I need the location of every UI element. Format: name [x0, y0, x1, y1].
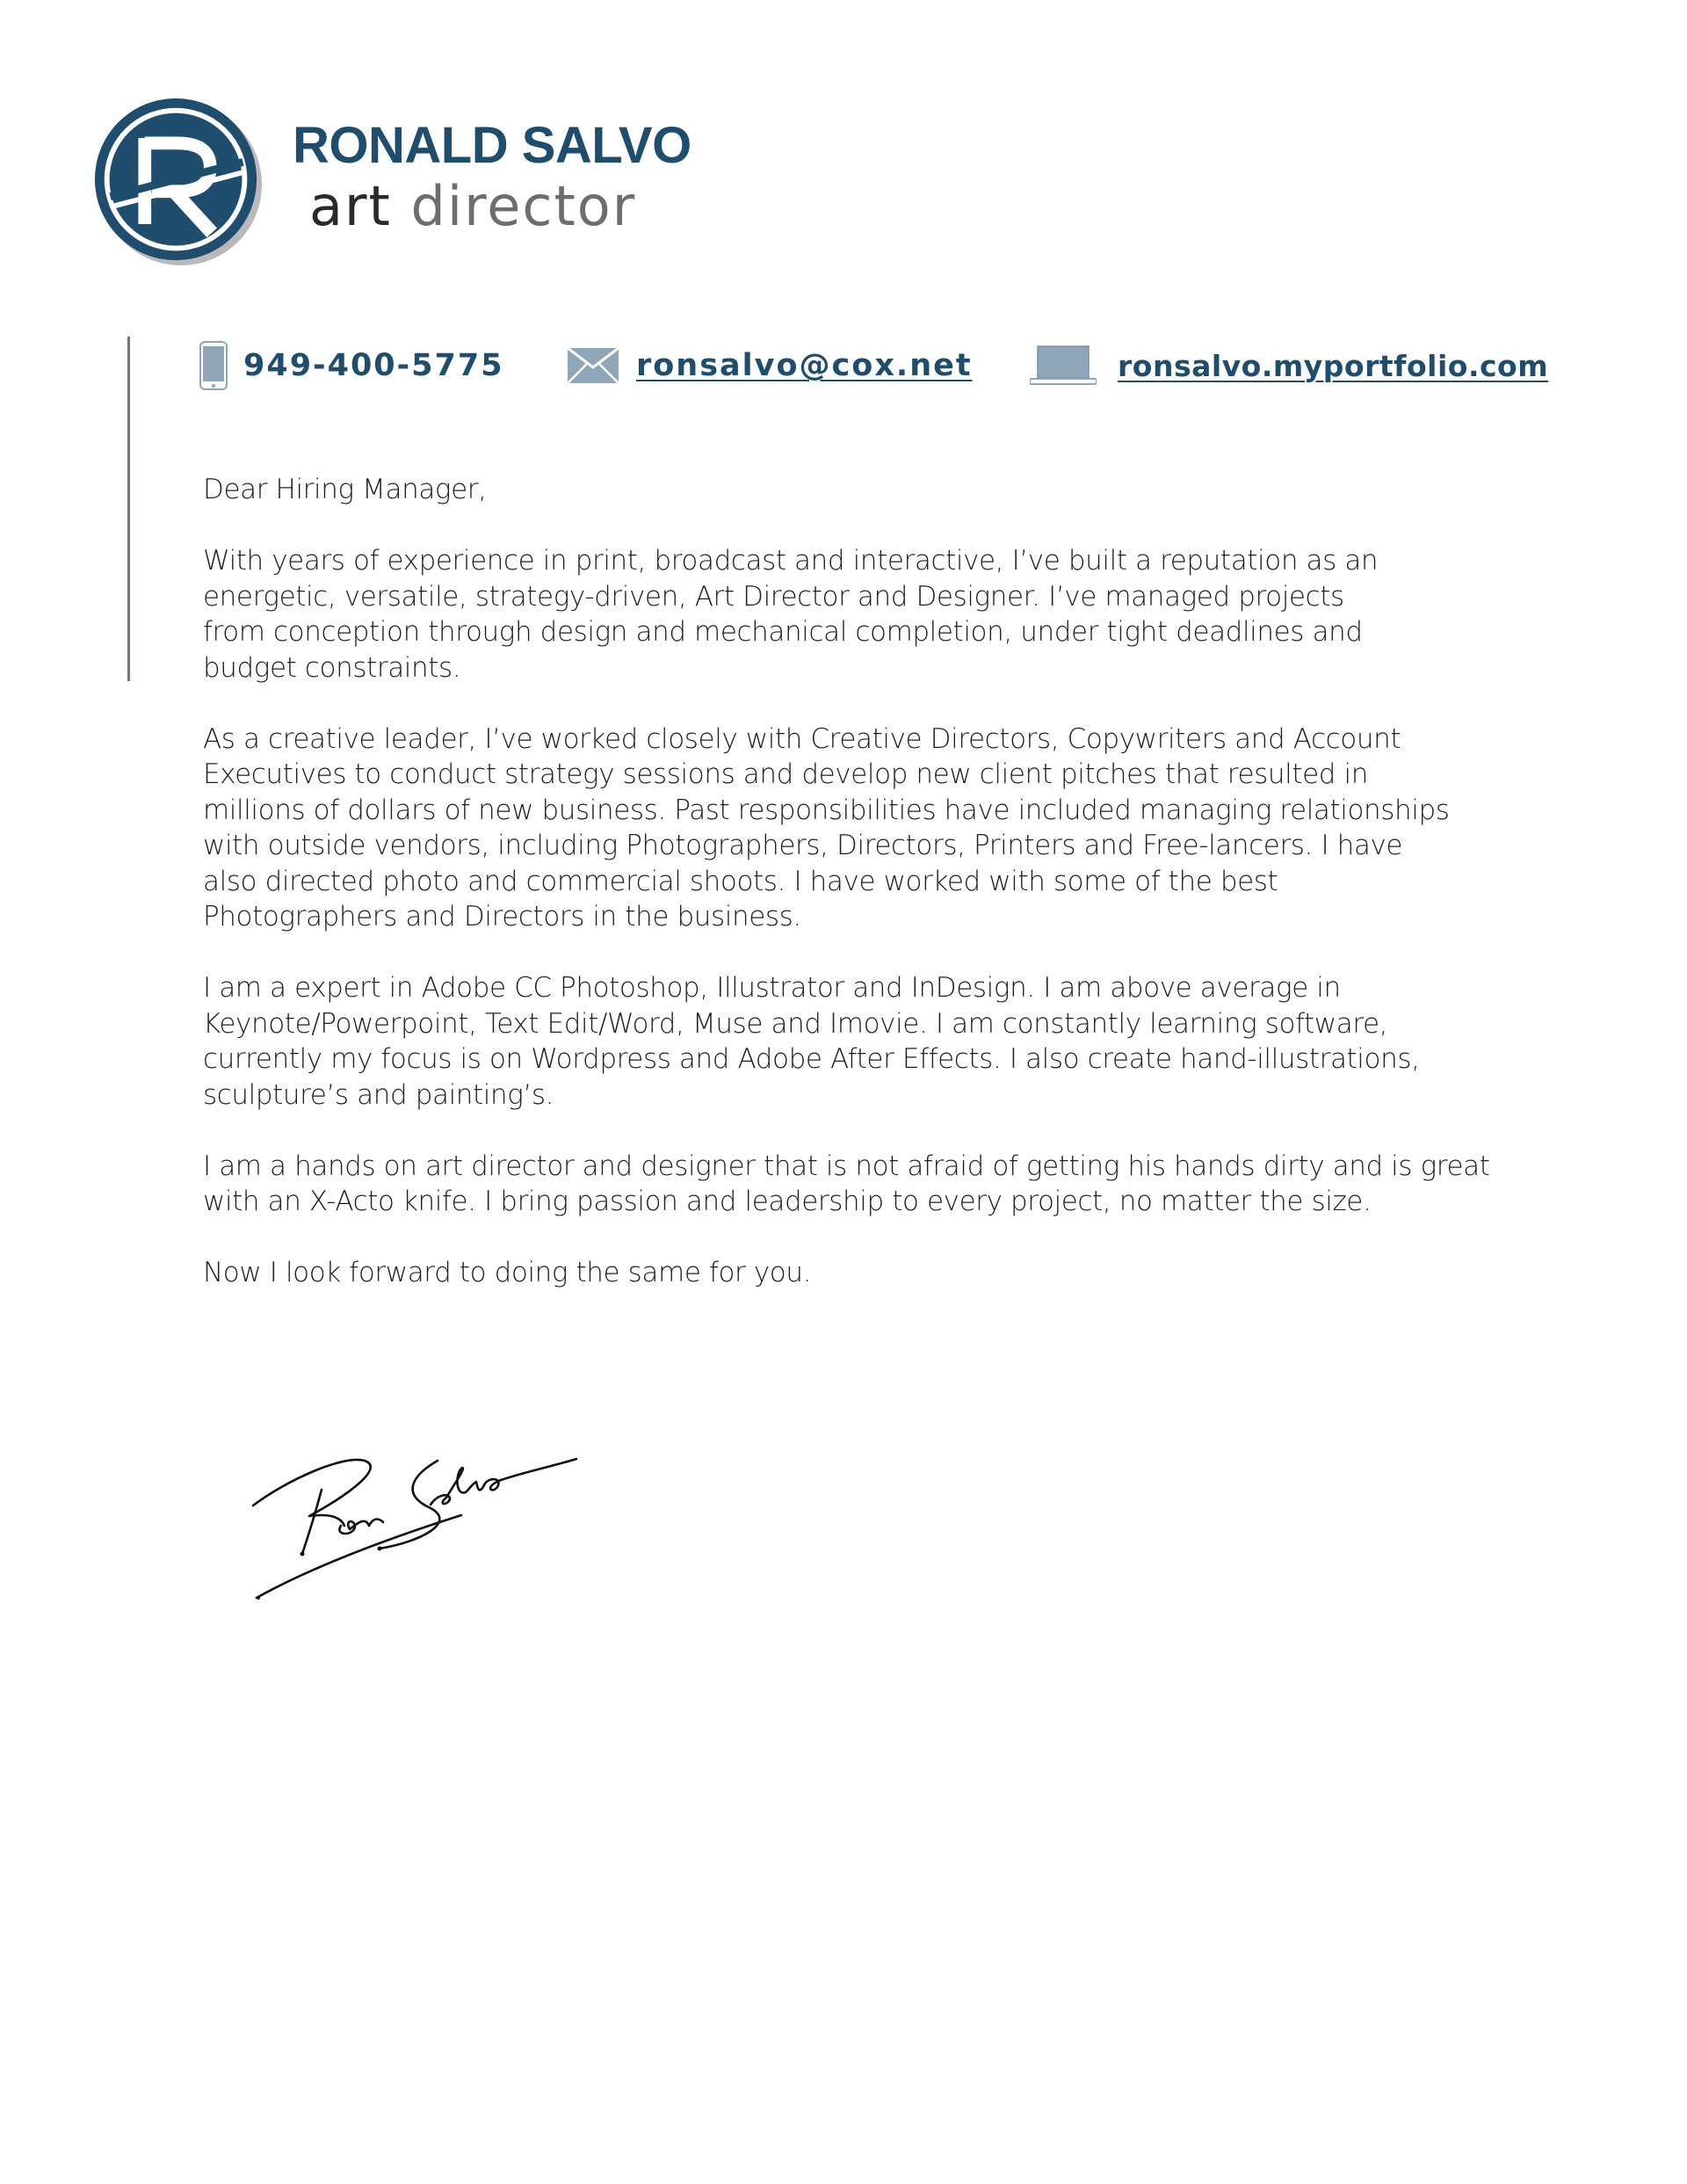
paragraph-line: Keynote/Powerpoint, Text Edit/Word, Muse and Imovie. I am constantly learning software, [203, 1007, 1388, 1040]
mobile-phone-icon [199, 341, 228, 390]
brand-title-director: director [410, 174, 637, 238]
paragraph-line: currently my focus is on Wordpress and Adobe After Effects. I also create hand-illustrations, [203, 1043, 1420, 1075]
paragraph-line: also directed photo and commercial shoots. I have worked with some of the best [203, 865, 1278, 897]
brand-title [309, 176, 636, 237]
email-link[interactable]: ronsalvo@cox.net [636, 348, 973, 383]
contact-website [1030, 341, 1548, 390]
envelope-icon [568, 348, 619, 383]
contact-email [568, 341, 973, 390]
paragraph-line: Executives to conduct strategy sessions and develop new client pitches that resulted in [203, 758, 1368, 790]
paragraph-line: millions of dollars of new business. Past responsibilities have included managing relationships [203, 794, 1450, 826]
brand-name: RONALD SALVO [293, 117, 691, 174]
paragraph-line: Photographers and Directors in the business. [203, 901, 801, 932]
closing-line [203, 1255, 1468, 1291]
paragraph-2 [203, 722, 1468, 935]
contact-phone [199, 341, 504, 390]
paragraph-line: with an X-Acto knife. I bring passion and leadership to every project, no matter the size. [203, 1186, 1372, 1217]
website-link[interactable]: ronsalvo.myportfolio.com [1118, 348, 1549, 383]
salutation-line: Dear Hiring Manager, [203, 474, 487, 505]
vertical-divider [127, 337, 130, 681]
paragraph-line: As a creative leader, I’ve worked closely with Creative Directors, Copywriters and Account [203, 722, 1401, 755]
paragraph-line: budget constraints. [203, 651, 461, 684]
paragraph-line: energetic, versatile, strategy-driven, Art Director and Designer. I’ve managed projects [203, 580, 1344, 613]
paragraph-line: I am a hands on art director and designer that is not afraid of getting his hands dirty and is great [203, 1150, 1490, 1182]
paragraph-line: with outside vendors, including Photographers, Directors, Printers and Free-lancers. I have [203, 830, 1403, 861]
paragraph-4 [203, 1149, 1490, 1220]
paragraph-line: sculpture’s and painting’s. [203, 1078, 554, 1111]
laptop-icon [1030, 345, 1097, 386]
phone-number: 949-400-5775 [243, 348, 504, 383]
paragraph-line: Now I look forward to doing the same for you. [203, 1257, 812, 1288]
paragraph-1 [203, 543, 1468, 686]
monogram-r-logo [91, 95, 264, 267]
brand-title-art: art [309, 174, 392, 238]
salutation [203, 472, 1468, 508]
paragraph-line: from conception through design and mechanical completion, under tight deadlines and [203, 616, 1363, 648]
paragraph-line: I am a expert in Adobe CC Photoshop, Illustrator and InDesign. I am above average in [203, 972, 1341, 1004]
handwritten-signature [246, 1441, 580, 1600]
paragraph-line: With years of experience in print, broadcast and interactive, I’ve built a reputation as an [203, 545, 1379, 577]
paragraph-3 [203, 970, 1468, 1113]
letter-body [203, 472, 1490, 1326]
